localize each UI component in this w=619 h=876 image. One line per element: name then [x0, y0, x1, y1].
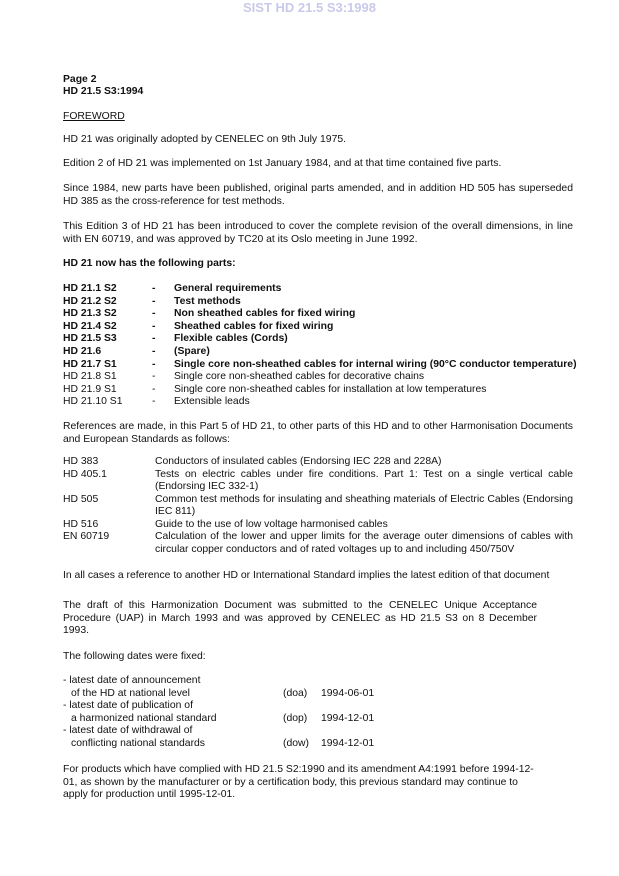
part-separator: -: [152, 283, 156, 294]
part-row: [63, 283, 573, 296]
reference-text: Calculation of the lower and upper limits for the average outer dimensions of cables with circular copper conductors and of rated voltages up to and including 450/750V: [155, 531, 573, 555]
date-label-line2: a harmonized national standard: [71, 712, 217, 724]
part-title: Single core non-sheathed cables for internal wiring (90°C conductor temperature): [174, 358, 577, 370]
date-label-line1: - latest date of withdrawal of: [63, 725, 193, 736]
part-separator: -: [152, 333, 156, 345]
date-value: 1994-06-01: [321, 687, 375, 699]
part-id: HD 21.5 S3: [63, 333, 117, 345]
part-id: HD 21.2 S2: [63, 295, 117, 307]
part-separator: -: [152, 383, 156, 395]
paragraph-since-1984: Since 1984, new parts have been published, original parts amended, and in addition HD 505 has superseded HD 385 as the cross-reference for test methods.: [63, 183, 573, 207]
part-title: Single core non-sheathed cables for installation at low temperatures: [174, 383, 487, 395]
dates-intro: The following dates were fixed:: [63, 651, 206, 662]
reference-text: Common test methods for insulating and sheathing materials of Electric Cables (Endorsing IEC 811): [155, 493, 573, 517]
part-separator: -: [152, 358, 156, 370]
part-title: (Spare): [174, 346, 210, 357]
part-title: Single core non-sheathed cables for decorative chains: [174, 371, 425, 383]
products-paragraph: For products which have complied with HD 21.5 S2:1990 and its amendment A4:1991 before 1994-12-01, as shown by the manufacturer or by a certification body, this previous standard may continue to apply for production until 1995-12-01.: [63, 764, 534, 800]
part-row: [63, 296, 573, 309]
part-id: HD 21.1 S2: [63, 283, 117, 294]
part-id: HD 21.8 S1: [63, 371, 117, 383]
part-id: HD 21.10 S1: [63, 396, 123, 408]
date-label-line2: conflicting national standards: [71, 737, 206, 749]
date-code: (dop): [283, 712, 308, 724]
part-row: [63, 321, 573, 334]
reference-id: EN 60719: [63, 531, 110, 542]
part-separator: -: [152, 308, 156, 320]
watermark: SIST HD 21.5 S3:1998: [243, 0, 376, 15]
reference-id: HD 516: [63, 518, 99, 530]
part-id: HD 21.3 S2: [63, 308, 117, 320]
part-separator: -: [152, 396, 156, 408]
part-row: [63, 396, 573, 409]
part-row: [63, 346, 573, 359]
part-title: General requirements: [174, 283, 282, 294]
part-title: Test methods: [174, 295, 241, 307]
date-value: 1994-12-01: [321, 712, 375, 724]
part-id: HD 21.9 S1: [63, 383, 117, 395]
reference-text: Conductors of insulated cables (Endorsing IEC 228 and 228A): [155, 456, 442, 467]
paragraph-edition-3: This Edition 3 of HD 21 has been introduced to cover the complete revision of the overall dimensions, in line with EN 60719, and was approved by TC20 at its Oslo meeting in June 1992.: [63, 221, 573, 245]
references-intro: References are made, in this Part 5 of HD 21, to other parts of this HD and to other Harmonisation Documents and European Standards as follows:: [63, 421, 573, 445]
date-label-line1: - latest date of announcement: [63, 675, 201, 686]
part-title: Extensible leads: [174, 396, 250, 408]
reference-text: Tests on electric cables under fire conditions. Part 1: Test on a single vertical cable (Endorsing IEC 332-1): [155, 468, 573, 492]
draft-paragraph: The draft of this Harmonization Document was submitted to the CENELEC Unique Acceptance Procedure (UAP) in March 1993 and was approved by CENELEC as HD 21.5 S3 on 8 December 1993.: [63, 600, 537, 636]
part-row: [63, 371, 573, 384]
part-title: Sheathed cables for fixed wiring: [174, 320, 334, 332]
part-id: HD 21.7 S1: [63, 358, 117, 370]
references-note: In all cases a reference to another HD or International Standard implies the latest edition of that document: [63, 570, 550, 581]
part-id: HD 21.6: [63, 346, 102, 357]
part-row: [63, 308, 573, 321]
part-row: [63, 384, 573, 397]
section-title: FOREWORD: [63, 111, 125, 122]
date-value: 1994-12-01: [321, 737, 375, 749]
dates-table: [63, 675, 463, 751]
part-row: [63, 333, 573, 346]
reference-text: Guide to the use of low voltage harmonised cables: [155, 518, 388, 530]
reference-id: HD 505: [63, 493, 99, 505]
date-code: (dow): [283, 737, 309, 749]
date-code: (doa): [283, 687, 308, 699]
reference-id: HD 405.1: [63, 468, 107, 480]
part-title: Non sheathed cables for fixed wiring: [174, 308, 356, 320]
paragraph-edition-2: Edition 2 of HD 21 was implemented on 1st January 1984, and at that time contained five parts.: [63, 158, 502, 169]
reference-id: HD 383: [63, 456, 99, 467]
part-separator: -: [152, 346, 156, 357]
date-label-line1: - latest date of publication of: [63, 700, 193, 711]
part-title: Flexible cables (Cords): [174, 333, 288, 345]
part-id: HD 21.4 S2: [63, 320, 117, 332]
date-label-line2: of the HD at national level: [71, 687, 190, 699]
part-separator: -: [152, 320, 156, 332]
part-row: [63, 358, 577, 372]
references-table: [63, 456, 573, 555]
page-number: Page 2: [63, 74, 97, 85]
parts-heading: HD 21 now has the following parts:: [63, 258, 236, 269]
part-separator: -: [152, 371, 156, 383]
paragraph-adoption: HD 21 was originally adopted by CENELEC on 9th July 1975.: [63, 134, 347, 145]
part-separator: -: [152, 295, 156, 307]
document-id: HD 21.5 S3:1994: [63, 86, 144, 97]
parts-list: [63, 283, 577, 409]
